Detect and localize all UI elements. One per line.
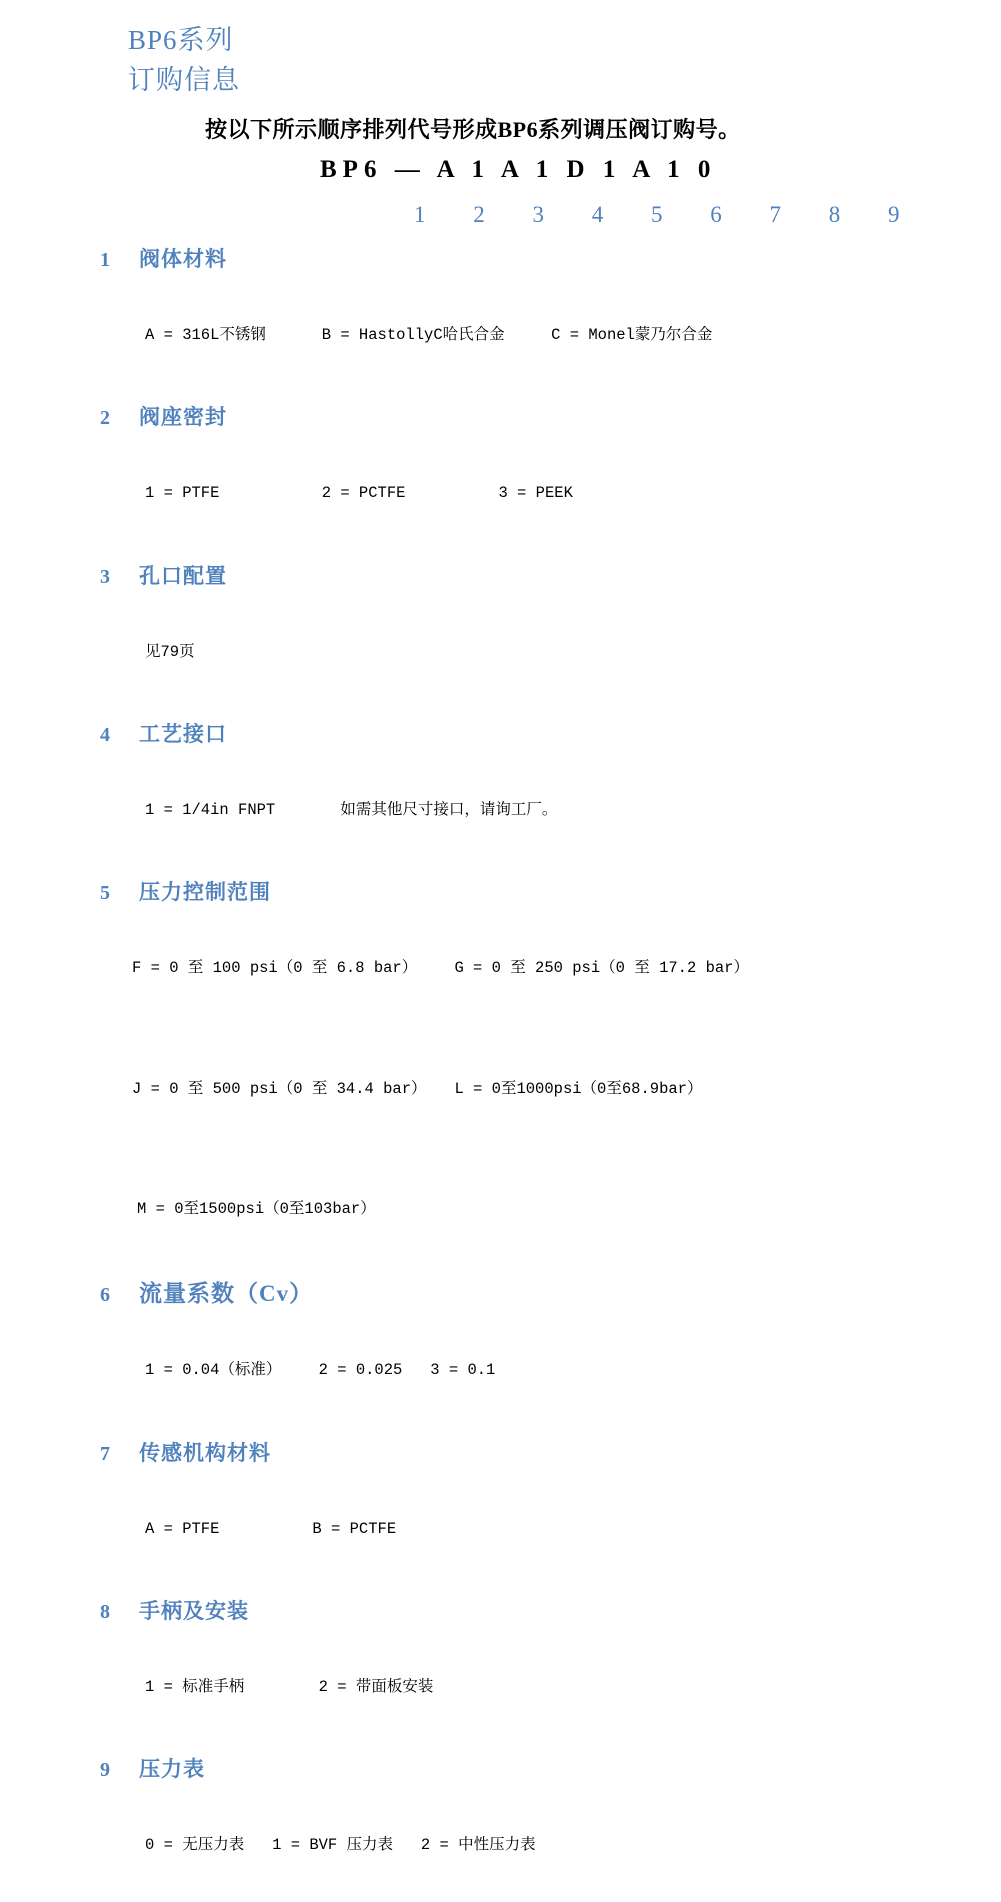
section-1 bbox=[0, 243, 1001, 401]
section-3-title: 孔口配置 bbox=[139, 563, 227, 588]
section-7-heading bbox=[0, 1437, 1001, 1467]
section-6-number: 6 bbox=[100, 1284, 110, 1307]
order-code-index-row: 1 2 3 4 5 6 7 8 9 bbox=[414, 202, 921, 227]
section-5-title: 压力控制范围 bbox=[139, 880, 271, 905]
section-4 bbox=[0, 718, 1001, 876]
section-7-line-1: A = PTFE B = PCTFE bbox=[145, 1519, 397, 1538]
section-3-heading bbox=[0, 560, 1001, 590]
section-8-line-1: 1 = 标准手柄 2 = 带面板安装 bbox=[145, 1678, 434, 1697]
section-8-heading bbox=[0, 1595, 1001, 1625]
section-4-number: 4 bbox=[100, 724, 110, 747]
section-8-body bbox=[0, 1631, 1001, 1743]
section-7-body bbox=[0, 1473, 1001, 1585]
section-9-number: 9 bbox=[100, 1759, 110, 1782]
section-5-number: 5 bbox=[100, 882, 110, 905]
section-6 bbox=[0, 1275, 1001, 1436]
section-5-line-2: J = 0 至 500 psi（0 至 34.4 bar） L = 0至1000psi（0至68.9bar） bbox=[132, 1079, 703, 1098]
section-6-body bbox=[0, 1314, 1001, 1426]
section-5-line-3: M = 0至1500psi（0至103bar） bbox=[137, 1200, 376, 1218]
section-5 bbox=[0, 876, 1001, 1275]
section-6-line-1: 1 = 0.04（标准） 2 = 0.025 3 = 0.1 bbox=[145, 1361, 496, 1380]
section-9-body bbox=[0, 1789, 1001, 1901]
section-5-body bbox=[0, 912, 1001, 1265]
title-line-subtitle: 订购信息 bbox=[128, 65, 240, 95]
section-8 bbox=[0, 1595, 1001, 1753]
section-2-number: 2 bbox=[100, 407, 110, 430]
section-4-body bbox=[0, 754, 1001, 866]
section-7-title: 传感机构材料 bbox=[139, 1440, 271, 1465]
section-3-body bbox=[0, 596, 1001, 708]
order-code-example: BP6 — A 1 A 1 D 1 A 1 0 bbox=[320, 156, 717, 183]
section-9 bbox=[0, 1753, 1001, 1901]
section-3 bbox=[0, 560, 1001, 718]
section-3-number: 3 bbox=[100, 565, 110, 588]
section-9-line-1: 0 = 无压力表 1 = BVF 压力表 2 = 中性压力表 bbox=[145, 1836, 536, 1855]
section-1-heading bbox=[0, 243, 1001, 273]
section-2-line-1: 1 = PTFE 2 = PCTFE 3 = PEEK bbox=[145, 484, 573, 503]
section-9-heading bbox=[0, 1753, 1001, 1783]
section-4-line-1: 1 = 1/4in FNPT 如需其他尺寸接口，请询工厂。 bbox=[145, 800, 558, 819]
section-8-title: 手柄及安装 bbox=[139, 1599, 249, 1624]
section-2-title: 阀座密封 bbox=[139, 405, 227, 430]
section-3-line-1: 见79页 bbox=[145, 642, 195, 661]
section-2 bbox=[0, 401, 1001, 559]
section-8-number: 8 bbox=[100, 1601, 110, 1624]
section-5-heading bbox=[0, 876, 1001, 906]
section-6-heading bbox=[0, 1275, 1001, 1308]
section-2-body bbox=[0, 437, 1001, 549]
section-9-title: 压力表 bbox=[139, 1757, 205, 1782]
title-line-series: BP6系列 bbox=[128, 25, 234, 55]
intro-text: 按以下所示顺序排列代号形成BP6系列调压阀订购号。 bbox=[205, 117, 741, 142]
section-2-heading bbox=[0, 401, 1001, 431]
section-1-body bbox=[0, 279, 1001, 391]
section-1-line-1: A = 316L不锈钢 B = HastollyC哈氏合金 C = Monel蒙乃尔合金 bbox=[145, 325, 713, 344]
section-1-number: 1 bbox=[100, 249, 110, 271]
document-title bbox=[128, 20, 240, 100]
section-5-line-1: F = 0 至 100 psi（0 至 6.8 bar） G = 0 至 250 psi（0 至 17.2 bar） bbox=[132, 959, 749, 978]
section-4-heading bbox=[0, 718, 1001, 748]
section-7 bbox=[0, 1437, 1001, 1595]
options-list bbox=[0, 243, 1001, 1902]
section-7-number: 7 bbox=[100, 1442, 110, 1465]
section-1-title: 阀体材料 bbox=[139, 247, 227, 271]
section-4-title: 工艺接口 bbox=[139, 722, 227, 747]
section-6-title: 流量系数（Cv） bbox=[139, 1281, 314, 1307]
